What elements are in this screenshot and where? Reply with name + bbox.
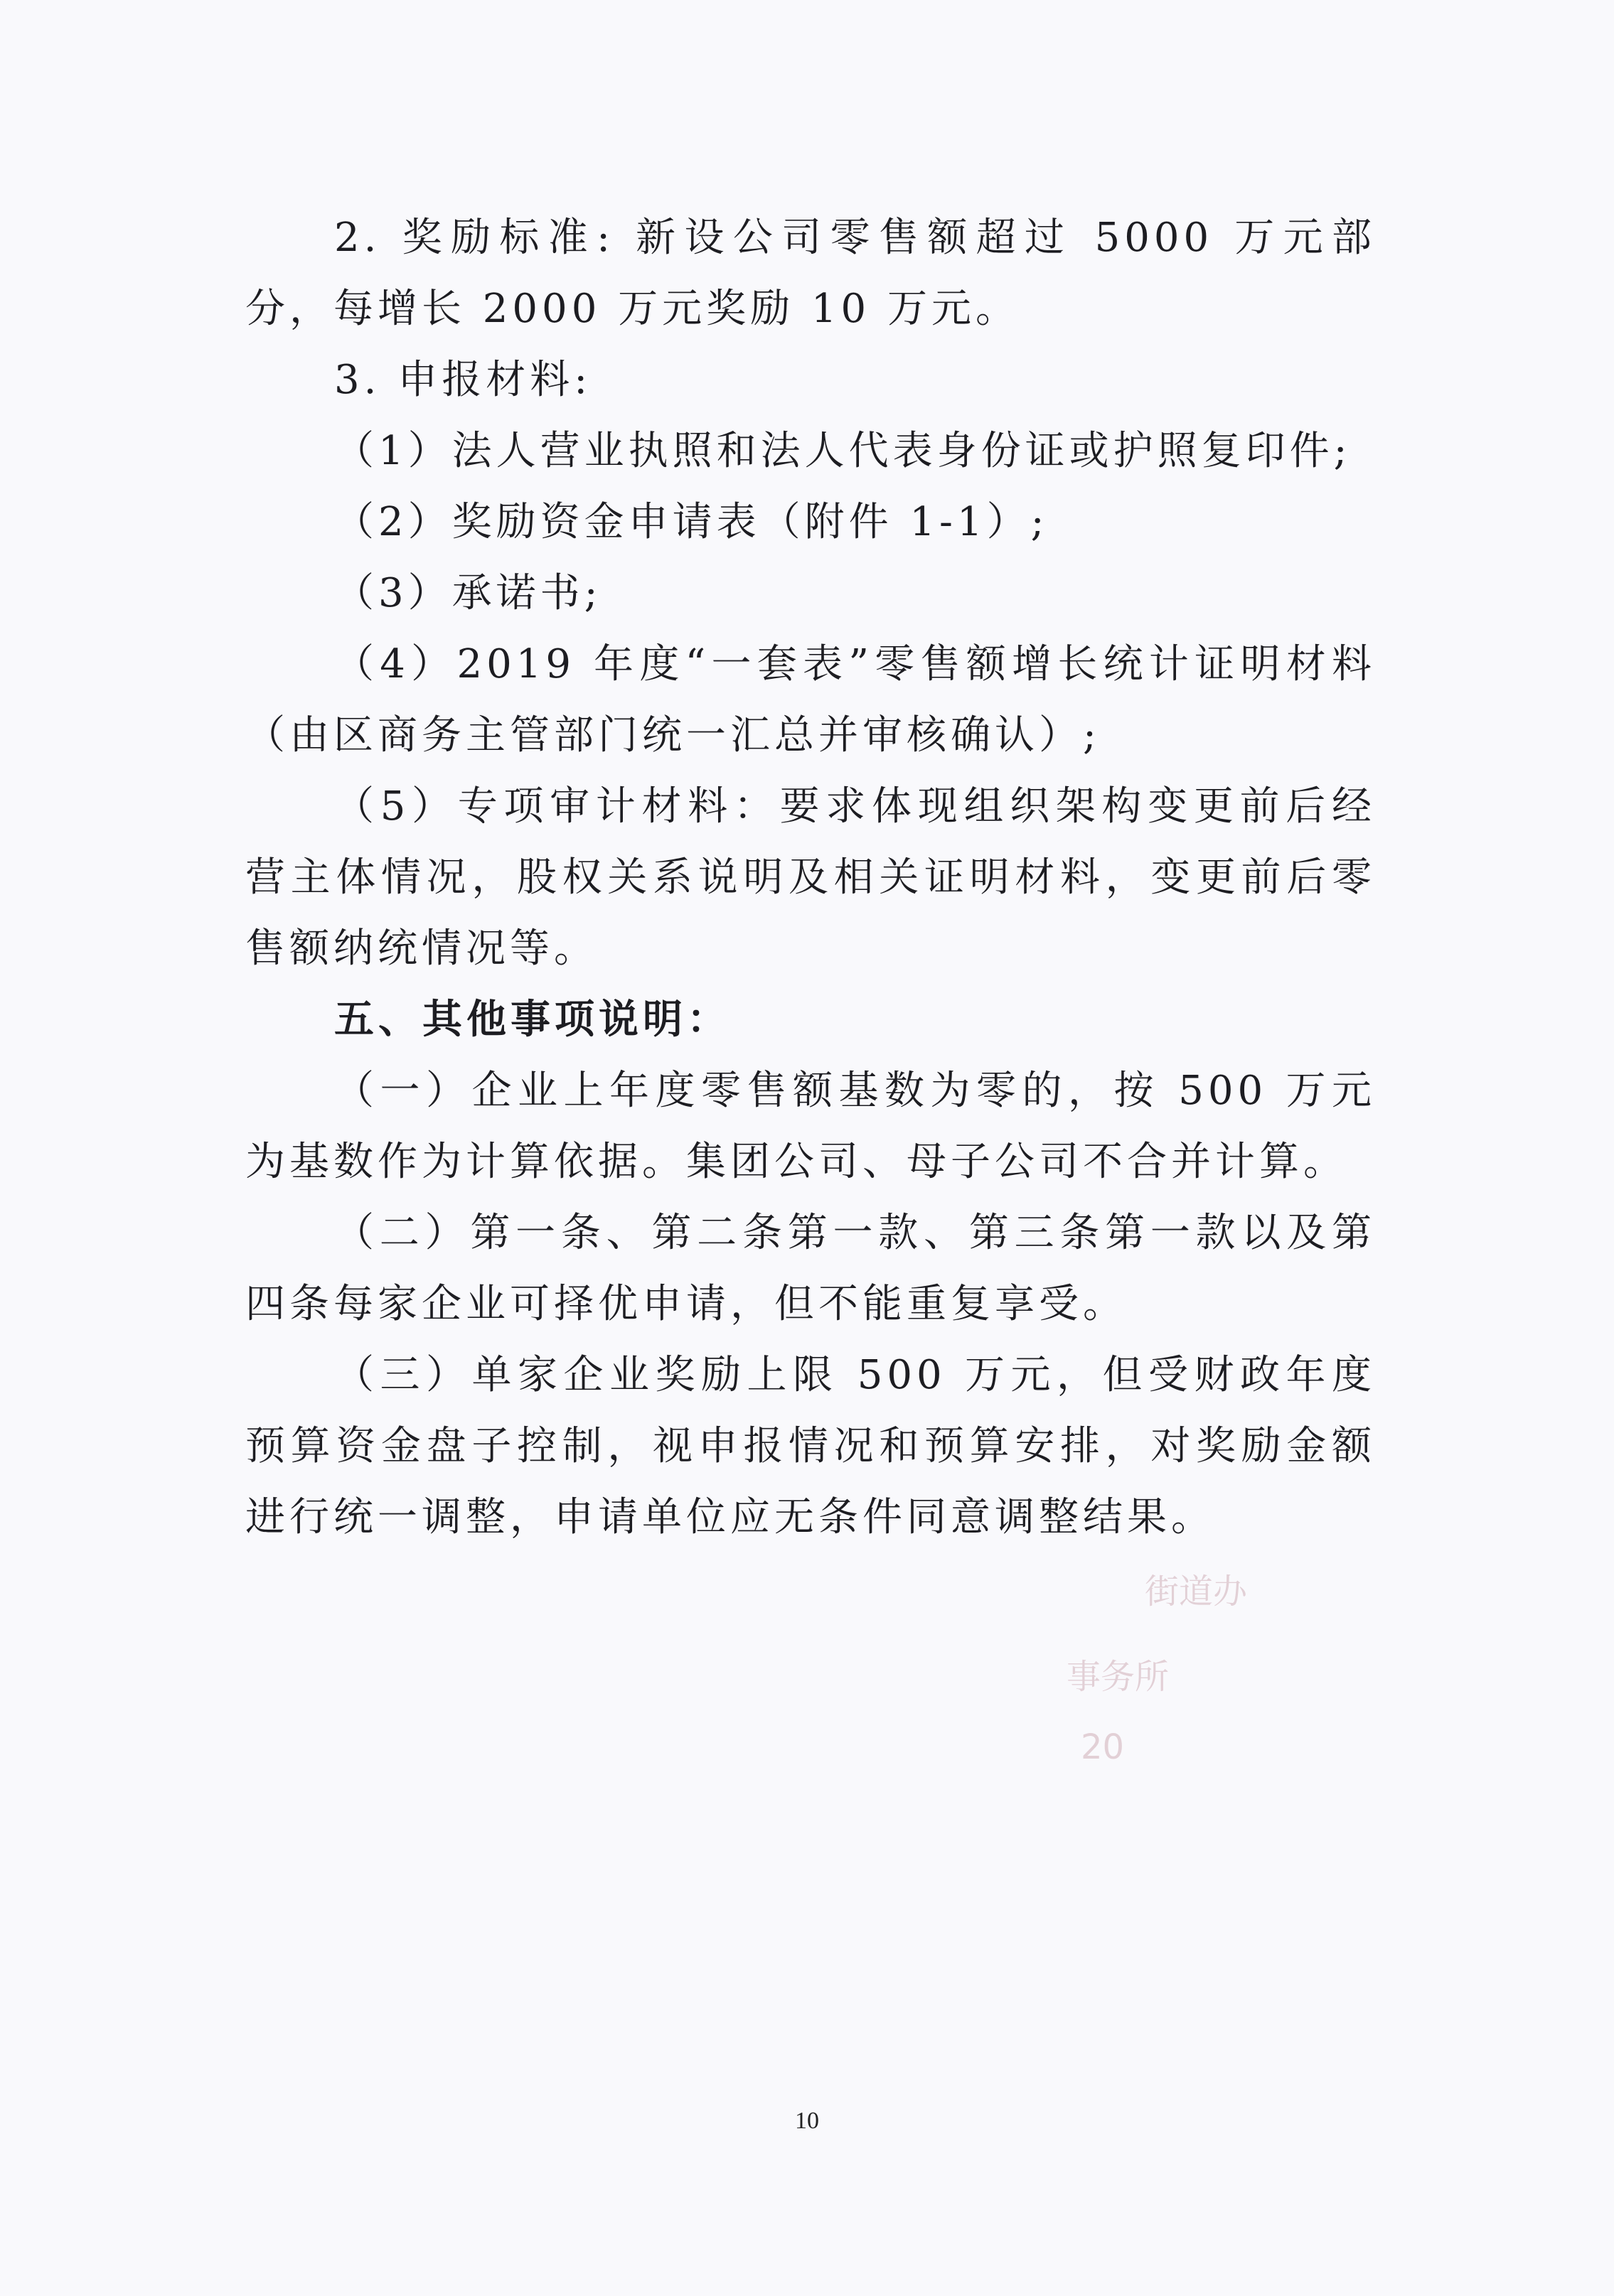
document-body [245, 203, 1376, 1553]
list-item-business-license: （1）法人营业执照和法人代表身份证或护照复印件; [334, 428, 1352, 474]
faded-seal-stamp [1024, 1550, 1394, 1784]
stamp-line: 街道办 [1145, 1572, 1248, 1611]
list-item-statistics-proof: （4）2019 年度“一套表”零售额增长统计证明材料（由区商务主管部门统一汇总并审核确认）; [245, 641, 1376, 758]
section-heading-other-matters: 五、其他事项说明： [334, 997, 731, 1043]
paragraph-reward-standard: 2. 奖励标准: 新设公司零售额超过 5000 万元部分，每增长 2000 万元奖励 10 万元。 [245, 215, 1376, 332]
stamp-line: 事务所 [1067, 1657, 1170, 1697]
paragraph-note-one: （一）企业上年度零售额基数为零的，按 500 万元为基数作为计算依据。集团公司、母子公司不合并计算。 [245, 1068, 1376, 1185]
paragraph-note-two: （二）第一条、第二条第一款、第三条第一款以及第四条每家企业可择优申请，但不能重复享受。 [245, 1210, 1376, 1327]
list-item-application-form: （2）奖励资金申请表（附件 1-1）; [334, 499, 1049, 545]
page-number: 10 [795, 2108, 819, 2134]
paragraph-application-materials: 3. 申报材料: [334, 357, 592, 403]
list-item-commitment-letter: （3）承诺书; [334, 570, 602, 616]
list-item-special-audit: （5）专项审计材料：要求体现组织架构变更前后经营主体情况，股权关系说明及相关证明材料，变更前后零售额纳统情况等。 [245, 783, 1376, 972]
paragraph-note-three: （三）单家企业奖励上限 500 万元，但受财政年度预算资金盘子控制，视申报情况和预算安排，对奖励金额进行统一调整，申请单位应无条件同意调整结果。 [245, 1352, 1376, 1540]
stamp-line: 20 [1081, 1727, 1125, 1767]
